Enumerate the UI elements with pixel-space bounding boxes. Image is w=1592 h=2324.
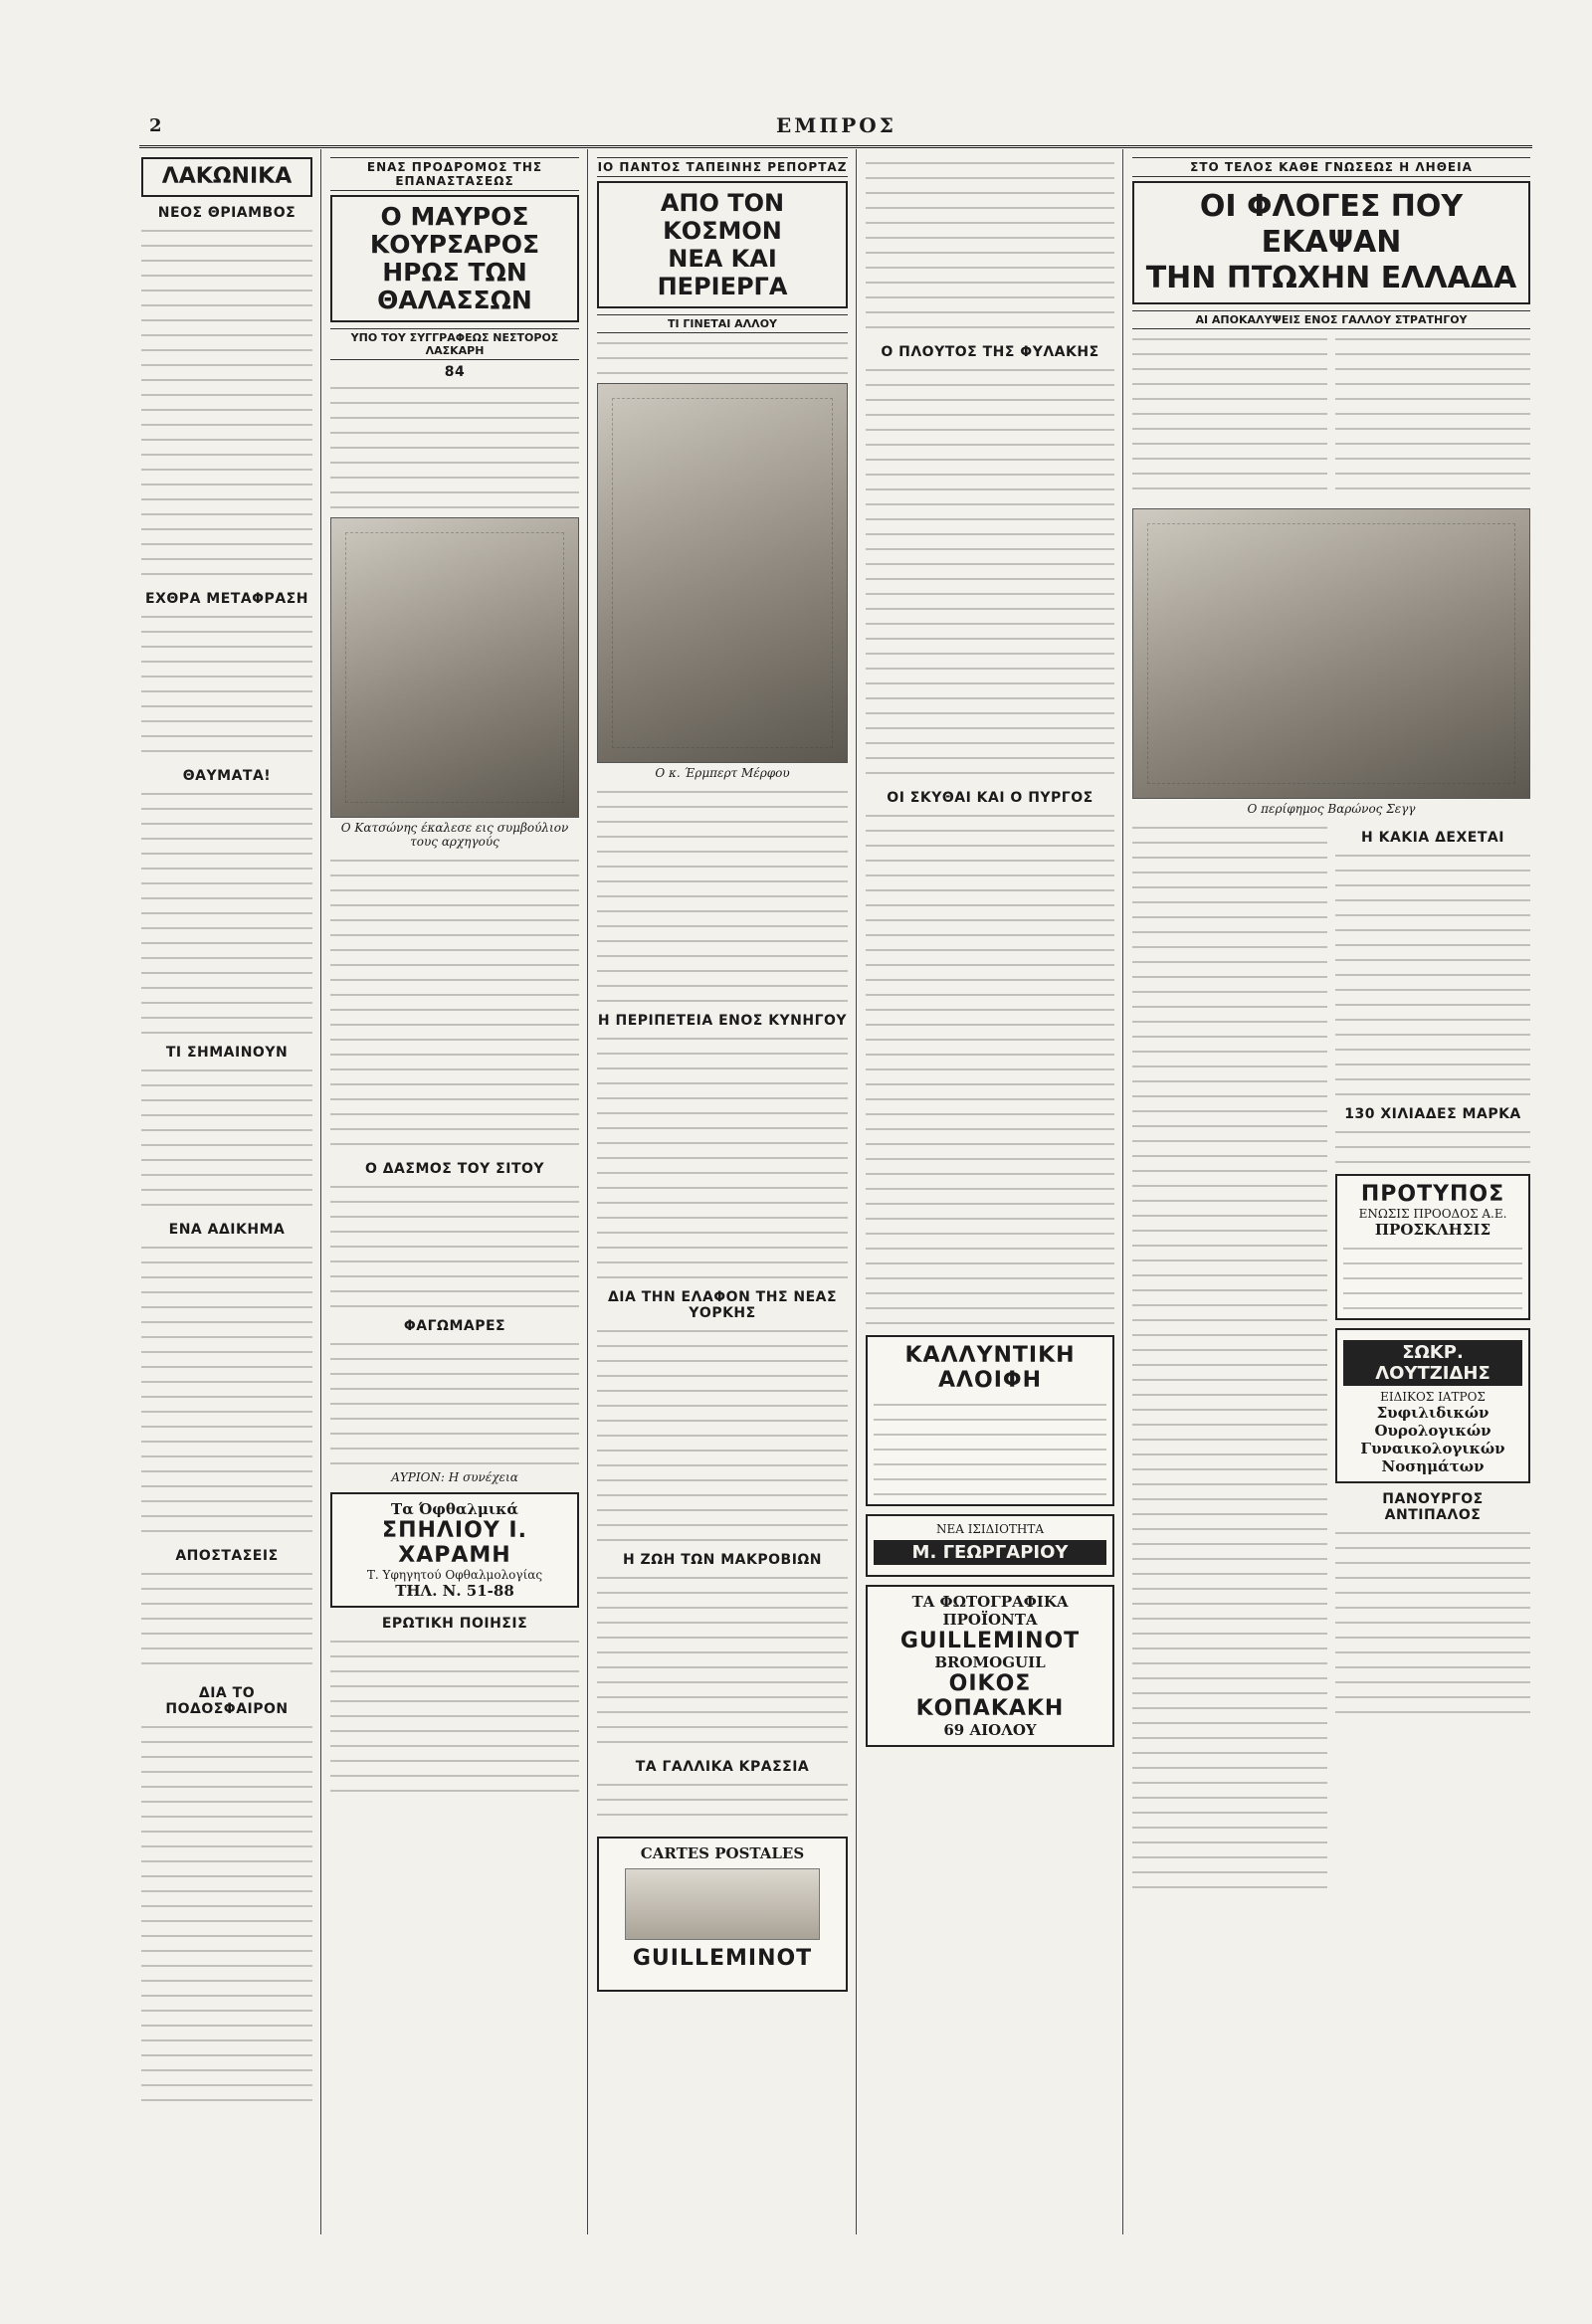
column-mavros-koursaros xyxy=(330,157,579,2244)
headline-box xyxy=(330,195,579,322)
ad-phone: ΤΗΛ. Ν. 51-88 xyxy=(395,1582,514,1600)
ointment-ad xyxy=(866,1335,1114,1506)
column-rule xyxy=(856,149,857,2234)
subheading: ΠΑΝΟΥΡΓΟΣ ΑΝΤΙΠΑΛΟΣ xyxy=(1382,1491,1484,1523)
subheading: Η ΖΩΗ ΤΩΝ ΜΑΚΡΟΒΙΩΝ xyxy=(622,1552,823,1568)
article-text xyxy=(330,1338,579,1467)
subheading: ΔΙΑ ΤΟ ΠΟΔΟΣΦΑΙΡΟΝ xyxy=(165,1685,289,1717)
subheading: Η ΚΑΚΙΑ ΔΕΧΕΤΑΙ xyxy=(1361,830,1504,846)
intro-row xyxy=(1132,333,1530,502)
article-text xyxy=(141,1065,312,1214)
ad-illustration xyxy=(625,1868,820,1940)
subheading: ΦΑΓΩΜΑΡΕΣ xyxy=(403,1318,506,1334)
portrait-photo xyxy=(1132,508,1530,799)
byline: ΑΙ ΑΠΟΚΑΛΥΨΕΙΣ ΕΝΟΣ ΓΑΛΛΟΥ ΣΤΡΑΤΗΓΟΥ xyxy=(1132,310,1530,329)
article-text xyxy=(597,1033,848,1281)
ad-line: Νοσημάτων xyxy=(1381,1457,1485,1475)
headline-box xyxy=(597,181,848,308)
ophthalmology-ad xyxy=(330,1492,579,1608)
body-col-right xyxy=(1335,822,1530,1896)
installment-number: 84 xyxy=(444,364,466,380)
column-rule xyxy=(1122,149,1123,2234)
headline-box xyxy=(1132,181,1530,304)
ad-line: Γυναικολογικών xyxy=(1360,1440,1505,1457)
article-text xyxy=(866,157,1114,336)
article-text xyxy=(597,786,848,1005)
byline: ΤΙ ΓΙΝΕΤΑΙ ΑΛΛΟΥ xyxy=(597,314,848,333)
column-rule xyxy=(320,149,321,2234)
article-text xyxy=(597,1779,848,1829)
subheading: ΔΙΑ ΤΗΝ ΕΛΑΦΟΝ ΤΗΣ ΝΕΑΣ ΥΟΡΚΗΣ xyxy=(607,1289,838,1321)
masthead xyxy=(139,111,1532,148)
ad-role: ΕΙΔΙΚΟΣ ΙΑΤΡΟΣ xyxy=(1380,1390,1486,1404)
article-text xyxy=(1335,333,1530,502)
ad-name: ΣΩΚΡ. ΛΟΥΤΖΙΔΗΣ xyxy=(1343,1340,1522,1386)
ad-shop: ΟΙΚΟΣ ΚΟΠΑΚΑΚΗ xyxy=(915,1671,1065,1721)
column-floges xyxy=(1132,157,1530,2244)
article-text xyxy=(330,1636,579,1795)
article-text xyxy=(330,382,579,511)
article-text xyxy=(1335,850,1530,1098)
portrait-photo xyxy=(597,383,848,763)
subheading: Η ΠΕΡΙΠΕΤΕΙΑ ΕΝΟΣ ΚΥΝΗΓΟΥ xyxy=(597,1013,848,1029)
subheading: ΝΕΟΣ ΘΡΙΑΜΒΟΣ xyxy=(157,205,297,221)
subheading: ΟΙ ΣΚΥΘΑΙ ΚΑΙ Ο ΠΥΡΓΟΣ xyxy=(887,790,1094,806)
article-text xyxy=(1335,1527,1530,1726)
photo-products-ad xyxy=(866,1585,1114,1747)
article-text xyxy=(141,225,312,583)
ad-brand: GUILLEMINOT xyxy=(632,1946,813,1971)
article-text xyxy=(141,1568,312,1677)
doctor-ad xyxy=(1335,1328,1530,1483)
subheading: ΘΑΥΜΑΤΑ! xyxy=(182,768,272,784)
ad-brand: GUILLEMINOT xyxy=(899,1629,1081,1653)
ad-name: ΣΠΗΛΙΟΥ Ι. ΧΑΡΑΜΗ xyxy=(382,1518,527,1568)
headline: ΗΡΩΣ ΤΩΝ ΘΑΛΑΣΣΩΝ xyxy=(377,258,532,314)
illustration-caption: Ο Κατσώνης έκαλεσε εις συμβούλιον τους αρχηγούς xyxy=(340,821,569,849)
subheading: ΕΝΑ ΑΔΙΚΗΜΑ xyxy=(168,1222,286,1238)
article-text xyxy=(1132,333,1327,502)
subheading: ΤΙ ΣΗΜΑΙΝΟΥΝ xyxy=(165,1045,289,1061)
subheading: ΕΡΩΤΙΚΗ ΠΟΙΗΣΙΣ xyxy=(381,1616,528,1632)
ad-title: CARTES POSTALES xyxy=(640,1844,805,1862)
column-apo-ton-kosmon xyxy=(597,157,848,2244)
article-text xyxy=(1335,1126,1530,1166)
subheading: ΤΑ ΓΑΛΛΙΚΑ ΚΡΑΣΣΙΑ xyxy=(635,1759,810,1775)
continued-note: ΑΥΡΙΟΝ: Η συνέχεια xyxy=(391,1470,518,1484)
article-text xyxy=(141,1242,312,1540)
subheading: Ο ΔΑΣΜΟΣ ΤΟΥ ΣΙΤΟΥ xyxy=(364,1161,545,1177)
ad-title: ΚΑΛΛΥΝΤΙΚΗ ΑΛΟΙΦΗ xyxy=(904,1343,1076,1393)
headline: Ο ΜΑΥΡΟΣ ΚΟΥΡΣΑΡΟΣ xyxy=(369,202,540,259)
ad-top: ΤΑ ΦΩΤΟΓΡΑΦΙΚΑ ΠΡΟΪΟΝΤΑ xyxy=(911,1593,1069,1629)
body-col-left xyxy=(1132,822,1327,1896)
ad-line: Ουρολογικών xyxy=(1374,1422,1492,1440)
section-title: ΛΑΚΩΝΙΚΑ xyxy=(161,164,293,189)
ad-name: Μ. ΓΕΩΡΓΑΡΙΟΥ xyxy=(874,1540,1106,1565)
body-row xyxy=(1132,822,1530,1896)
postcard-ad xyxy=(597,1837,848,1992)
ad-top: ΝΕΑ ΙΣΙΔΙΟΤΗΤΑ xyxy=(935,1522,1045,1536)
article-text xyxy=(141,1721,312,2109)
headline: ΟΙ ΦΛΟΓΕΣ ΠΟΥ ΕΚΑΨΑΝ xyxy=(1199,189,1464,260)
article-text xyxy=(597,337,848,377)
byline: ΥΠΟ ΤΟΥ ΣΥΓΓΡΑΦΕΩΣ ΝΕΣΤΟΡΟΣ ΛΑΣΚΑΡΗ xyxy=(330,328,579,360)
kicker: ΣΤΟ ΤΕΛΟΣ ΚΑΘΕ ΓΝΩΣΕΩΣ Η ΛΗΘΕΙΑ xyxy=(1132,157,1530,177)
illustration xyxy=(330,517,579,818)
paper-name: ΕΜΠΡΟΣ xyxy=(776,113,896,137)
photo-caption: Ο κ. Έρμπερτ Μέρφου xyxy=(655,766,790,780)
ad-text xyxy=(874,1399,1106,1498)
headline: ΤΗΝ ΠΤΩΧΗΝ ΕΛΛΑΔΑ xyxy=(1145,261,1517,295)
subheading: 130 ΧΙΛΙΑΔΕΣ ΜΑΡΚΑ xyxy=(1344,1106,1521,1122)
article-text xyxy=(141,611,312,760)
article-text xyxy=(330,1181,579,1310)
ad-line: Τ. Υφηγητού Οφθαλμολογίας xyxy=(366,1568,543,1582)
subheading: ΕΧΘΡΑ ΜΕΤΑΦΡΑΣΗ xyxy=(145,591,308,607)
specialty-ad xyxy=(866,1514,1114,1577)
lakonika-box xyxy=(141,157,312,197)
protypos-ad xyxy=(1335,1174,1530,1320)
article-text xyxy=(597,1572,848,1751)
page-number: 2 xyxy=(149,115,162,136)
subheading: ΑΠΟΣΤΑΣΕΙΣ xyxy=(175,1548,279,1564)
article-text xyxy=(330,855,579,1153)
ad-product: BROMOGUIL xyxy=(934,1653,1046,1671)
kicker: ΕΝΑΣ ΠΡΟΔΡΟΜΟΣ ΤΗΣ ΕΠΑΝΑΣΤΑΣΕΩΣ xyxy=(330,157,579,191)
column-rule xyxy=(587,149,588,2234)
subheading: Ο ΠΛΟΥΤΟΣ ΤΗΣ ΦΥΛΑΚΗΣ xyxy=(881,344,1099,360)
article-text xyxy=(141,788,312,1037)
ad-text xyxy=(1343,1243,1522,1312)
kicker: ΙΟ ΠΑΝΤΟΣ ΤΑΠΕΙΝΗΣ ΡΕΠΟΡΤΑΖ xyxy=(597,157,848,177)
headline: ΝΕΑ ΚΑΙ ΠΕΡΙΕΡΓΑ xyxy=(657,245,788,300)
photo-caption: Ο περίφημος Βαρώνος Σεγγ xyxy=(1247,802,1416,816)
article-text xyxy=(866,810,1114,1327)
ad-title: ΠΡΟΤΥΠΟΣ xyxy=(1360,1182,1505,1207)
ad-sub: ΕΝΩΣΙΣ ΠΡΟΟΔΟΣ Α.Ε. xyxy=(1358,1207,1507,1221)
ad-line: Συφιλιδικών xyxy=(1376,1404,1490,1422)
ad-address: 69 ΑΙΟΛΟΥ xyxy=(943,1721,1037,1739)
article-text xyxy=(1132,822,1327,1896)
column-news-ads xyxy=(866,157,1114,2244)
article-text xyxy=(866,364,1114,782)
ad-call: ΠΡΟΣΚΛΗΣΙΣ xyxy=(1374,1221,1492,1239)
column-lakonika xyxy=(141,157,312,2244)
article-text xyxy=(597,1325,848,1544)
headline: ΑΠΟ ΤΟΝ ΚΟΣΜΟΝ xyxy=(660,189,785,245)
ad-line: Τα Όφθαλμικά xyxy=(391,1500,518,1518)
